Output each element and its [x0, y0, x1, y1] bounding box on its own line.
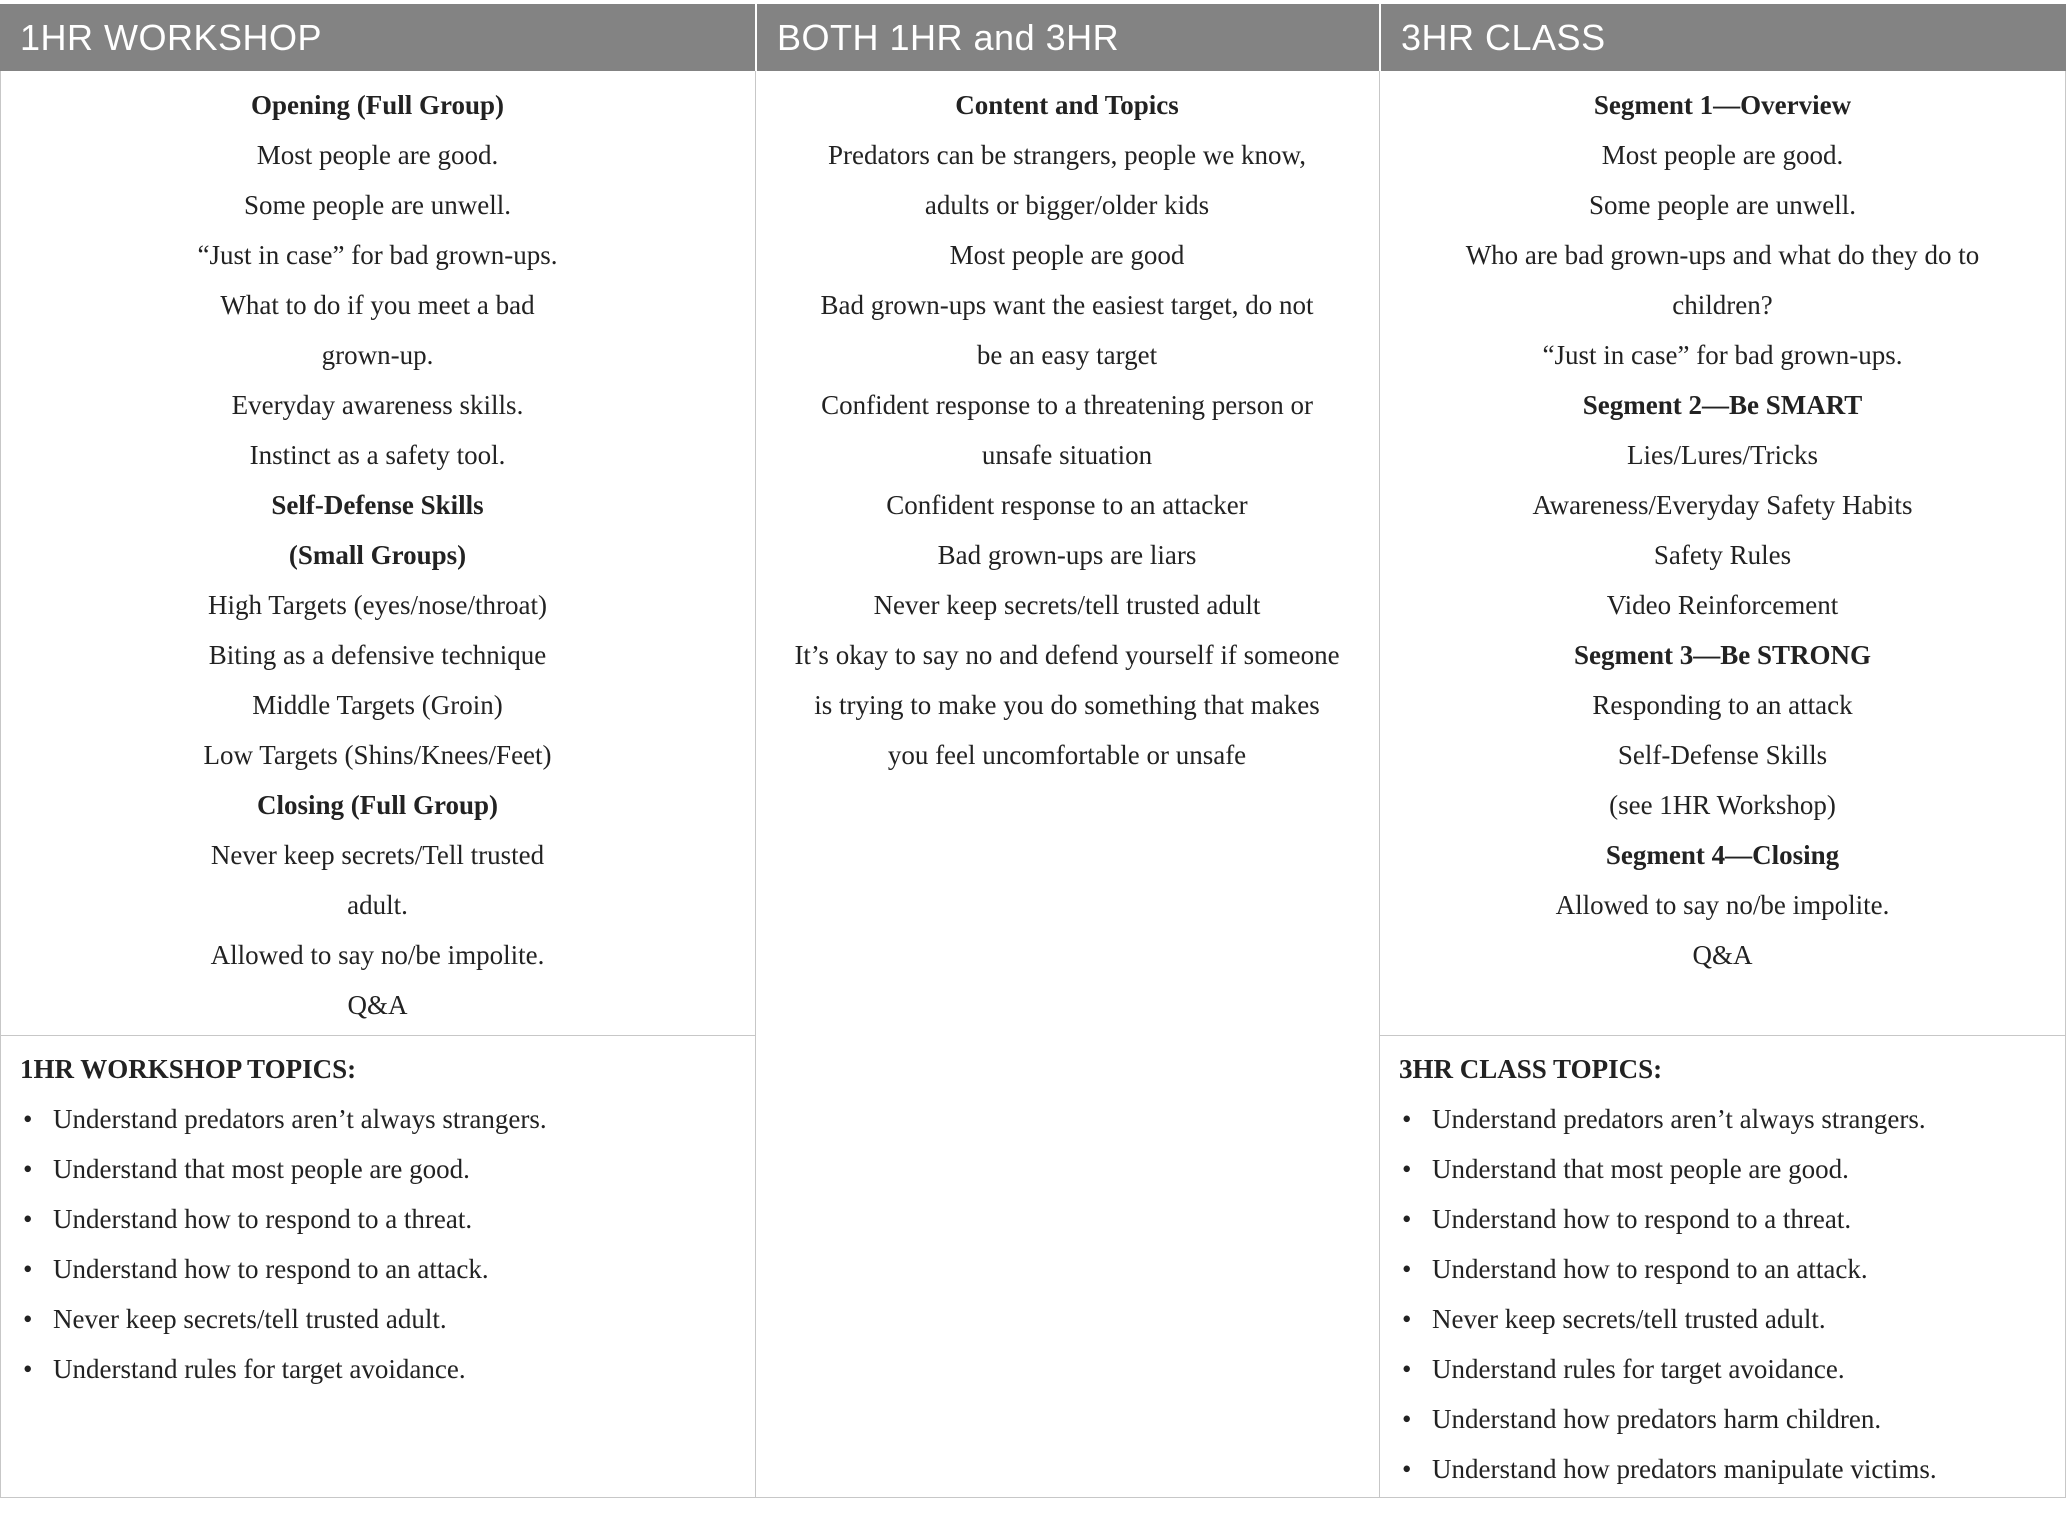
row-divider-col3: [1379, 1035, 2066, 1036]
bullet-icon: •: [23, 1204, 33, 1234]
topic-item: [20, 1244, 750, 1294]
topic-text: Understand rules for target avoidance.: [53, 1354, 466, 1384]
topic-text: Understand predators aren’t always strangers.: [53, 1104, 547, 1134]
bullet-icon: •: [1402, 1354, 1412, 1384]
agenda-line: Safety Rules: [1653, 540, 1792, 570]
section-heading: (Small Groups): [288, 540, 467, 570]
header-both: BOTH 1HR and 3HR: [755, 4, 1379, 71]
agenda-line: Most people are good.: [1601, 140, 1844, 170]
table-border-bottom: [0, 1497, 2066, 1498]
agenda-line: grown-up.: [321, 340, 434, 370]
class-topics-list: [1399, 1094, 2061, 1494]
agenda-line: Middle Targets (Groin): [252, 690, 503, 720]
topic-text: Understand that most people are good.: [53, 1154, 470, 1184]
section-heading: Segment 2—Be SMART: [1582, 390, 1863, 420]
bullet-icon: •: [1402, 1304, 1412, 1334]
agenda-line: is trying to make you do something that makes: [814, 690, 1320, 720]
agenda-line: Most people are good.: [256, 140, 499, 170]
agenda-line: Responding to an attack: [1592, 690, 1853, 720]
header-1hr-workshop: 1HR WORKSHOP: [0, 4, 755, 71]
agenda-line: Never keep secrets/tell trusted adult: [873, 590, 1261, 620]
agenda-line: Self-Defense Skills: [1617, 740, 1828, 770]
topic-item: [20, 1144, 750, 1194]
section-heading: Segment 3—Be STRONG: [1574, 640, 1871, 670]
topic-item: [1399, 1344, 2061, 1394]
agenda-line: Video Reinforcement: [1606, 590, 1839, 620]
section-heading: Segment 1—Overview: [1593, 90, 1852, 120]
agenda-line: Instinct as a safety tool.: [249, 440, 506, 470]
topic-item: [20, 1344, 750, 1394]
bullet-icon: •: [23, 1104, 33, 1134]
agenda-line: unsafe situation: [981, 440, 1153, 470]
bullet-icon: •: [1402, 1154, 1412, 1184]
agenda-line: Confident response to a threatening person or: [821, 390, 1313, 420]
header-3hr-class: 3HR CLASS: [1379, 4, 2066, 71]
agenda-line: Q&A: [1692, 940, 1753, 970]
topic-item: [1399, 1444, 2061, 1494]
agenda-line: (see 1HR Workshop): [1609, 790, 1836, 820]
agenda-line: adults or bigger/older kids: [924, 190, 1210, 220]
topic-item: [1399, 1394, 2061, 1444]
topic-item: [1399, 1194, 2061, 1244]
topic-text: Understand how to respond to an attack.: [1432, 1254, 1868, 1284]
agenda-line: Some people are unwell.: [244, 190, 511, 220]
row-divider-col1: [0, 1035, 755, 1036]
topic-item: [20, 1194, 750, 1244]
agenda-line: Everyday awareness skills.: [231, 390, 524, 420]
topic-text: Never keep secrets/tell trusted adult.: [1432, 1304, 1826, 1334]
topic-text: Understand how to respond to an attack.: [53, 1254, 489, 1284]
shared-content-cell: [755, 80, 1379, 780]
agenda-line: Predators can be strangers, people we know,: [827, 140, 1307, 170]
bullet-icon: •: [1402, 1104, 1412, 1134]
bullet-icon: •: [1402, 1204, 1412, 1234]
topic-item: [1399, 1294, 2061, 1344]
bullet-icon: •: [23, 1304, 33, 1334]
topic-text: Understand how to respond to a threat.: [1432, 1204, 1852, 1234]
bullet-icon: •: [1402, 1254, 1412, 1284]
section-heading: Self-Defense Skills: [271, 490, 484, 520]
workshop-topics-title: 1HR WORKSHOP TOPICS:: [20, 1054, 357, 1084]
topic-text: Understand how predators manipulate victims.: [1432, 1454, 1937, 1484]
topic-text: Never keep secrets/tell trusted adult.: [53, 1304, 447, 1334]
section-heading: Segment 4—Closing: [1605, 840, 1840, 870]
topic-text: Understand that most people are good.: [1432, 1154, 1849, 1184]
agenda-line: Who are bad grown-ups and what do they do to: [1465, 240, 1980, 270]
topic-item: [1399, 1144, 2061, 1194]
topic-text: Understand rules for target avoidance.: [1432, 1354, 1845, 1384]
topic-item: [1399, 1244, 2061, 1294]
agenda-line: What to do if you meet a bad: [220, 290, 535, 320]
section-heading: Content and Topics: [955, 90, 1179, 120]
workshop-agenda-cell: [0, 80, 755, 1030]
section-heading: Opening (Full Group): [250, 90, 505, 120]
bullet-icon: •: [23, 1254, 33, 1284]
agenda-line: be an easy target: [976, 340, 1158, 370]
agenda-line: “Just in case” for bad grown-ups.: [197, 240, 558, 270]
agenda-line: High Targets (eyes/nose/throat): [207, 590, 548, 620]
agenda-line: Bad grown-ups are liars: [937, 540, 1197, 570]
topic-text: Understand how to respond to a threat.: [53, 1204, 473, 1234]
agenda-line: It’s okay to say no and defend yourself if someone: [794, 640, 1340, 670]
topic-text: Understand predators aren’t always strangers.: [1432, 1104, 1926, 1134]
workshop-topics-cell: [20, 1044, 750, 1394]
agenda-line: adult.: [347, 890, 408, 920]
agenda-line: Allowed to say no/be impolite.: [1555, 890, 1890, 920]
workshop-topics-list: [20, 1094, 750, 1394]
agenda-line: Q&A: [347, 990, 408, 1020]
agenda-line: Some people are unwell.: [1589, 190, 1856, 220]
class-topics-title: 3HR CLASS TOPICS:: [1399, 1054, 1663, 1084]
agenda-line: Bad grown-ups want the easiest target, do not: [820, 290, 1314, 320]
bullet-icon: •: [1402, 1404, 1412, 1434]
agenda-line: you feel uncomfortable or unsafe: [887, 740, 1247, 770]
agenda-line: Awareness/Everyday Safety Habits: [1532, 490, 1913, 520]
agenda-line: Low Targets (Shins/Knees/Feet): [203, 740, 552, 770]
agenda-line: children?: [1672, 290, 1773, 320]
agenda-line: Confident response to an attacker: [886, 490, 1248, 520]
agenda-line: Biting as a defensive technique: [208, 640, 547, 670]
agenda-line: Most people are good: [949, 240, 1185, 270]
agenda-line: Lies/Lures/Tricks: [1627, 440, 1818, 470]
agenda-line: “Just in case” for bad grown-ups.: [1542, 340, 1903, 370]
agenda-line: Allowed to say no/be impolite.: [210, 940, 545, 970]
section-heading: Closing (Full Group): [256, 790, 499, 820]
bullet-icon: •: [23, 1354, 33, 1384]
agenda-line: Never keep secrets/Tell trusted: [210, 840, 545, 870]
topic-item: [20, 1294, 750, 1344]
class-topics-cell: [1399, 1044, 2061, 1494]
class-agenda-cell: [1379, 80, 2066, 980]
bullet-icon: •: [1402, 1454, 1412, 1484]
topic-item: [1399, 1094, 2061, 1144]
topic-text: Understand how predators harm children.: [1432, 1404, 1882, 1434]
topic-item: [20, 1094, 750, 1144]
bullet-icon: •: [23, 1154, 33, 1184]
